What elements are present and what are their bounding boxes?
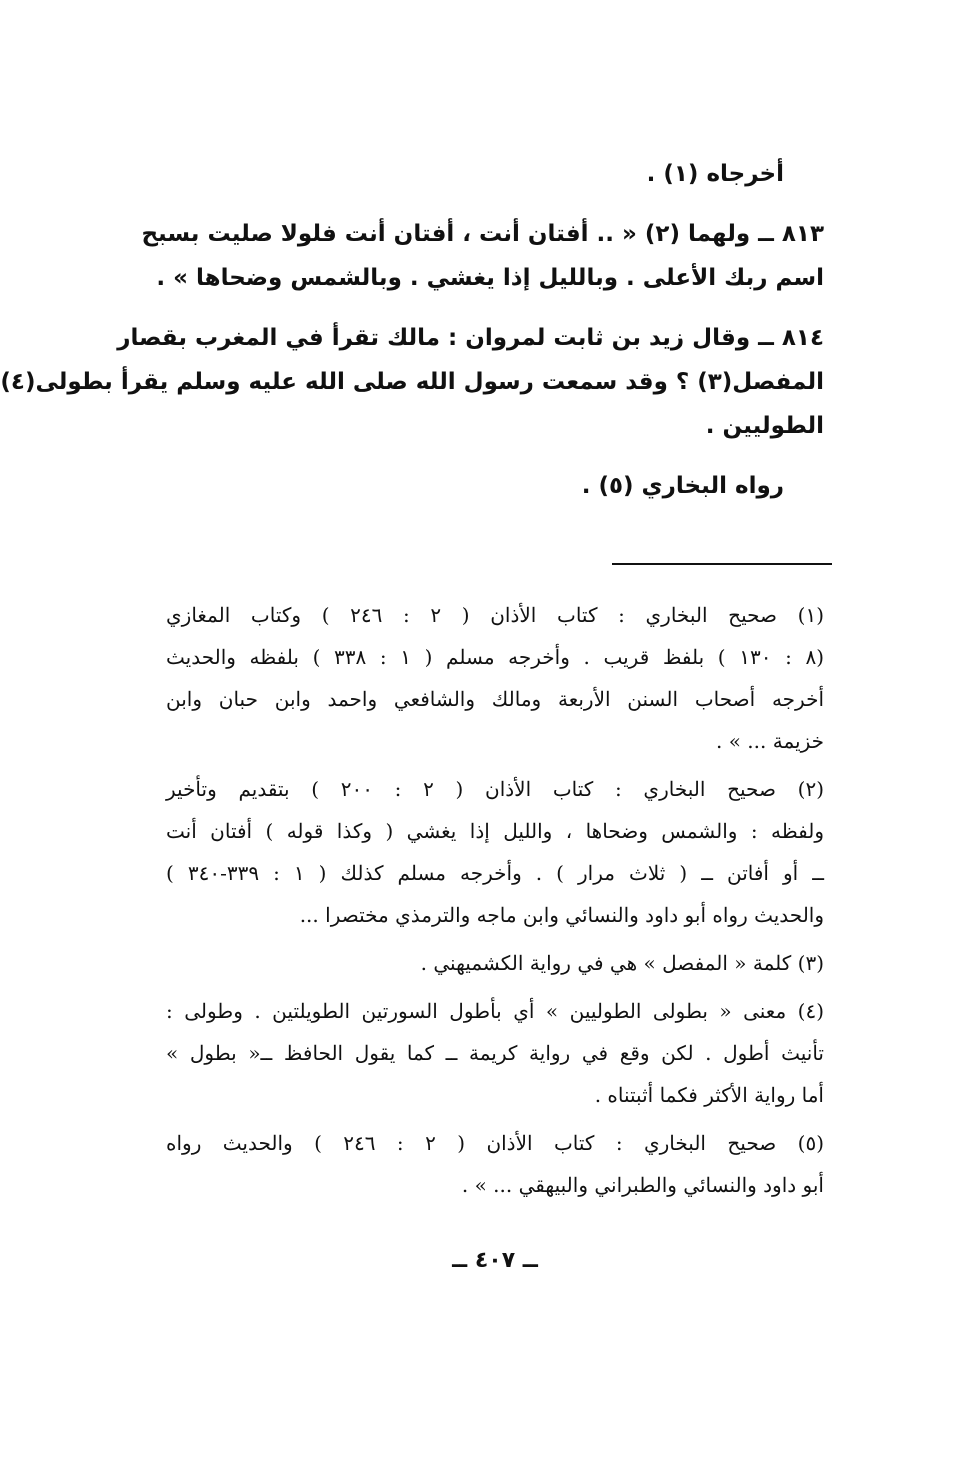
footnote-2-line-2: ولفظه : والشمس وضحاها ، والليل إذا يغشي ( وكذا قوله ) أفتان أنت <box>166 819 824 843</box>
footnote-5-line-1: (٥) صحيح البخاري : كتاب الأذان ( ٢ : ٢٤٦ ) والحديث رواه <box>166 1131 824 1155</box>
footnote-1-line-3: أخرجه أصحاب السنن الأربعة ومالك والشافعي واحمد وابن حبان وابن <box>166 687 824 711</box>
footnote-2-line-4: والحديث رواه أبو داود والنسائي وابن ماجه والترمذي مختصرا ... <box>299 903 824 927</box>
main-text <box>0 152 824 508</box>
hadith-814-line-2: المفصل(٣) ؟ وقد سمعت رسول الله صلى الله عليه وسلم يقرأ بطولى(٤) <box>0 369 824 395</box>
footnote-3-line-1: (٣) كلمة « المفصل » هي في رواية الكشميهني . <box>420 951 824 975</box>
hadith-813-line-2: اسم ربك الأعلى . وبالليل إذا يغشي . وبالشمس وضحاها » . <box>156 265 824 291</box>
footnote-2-line-3: ــ أو أفاتن ــ ( ثلاث مرار ) . وأخرجه مسلم كذلك ( ١ : ٣٣٩-٣٤٠ ) <box>166 861 824 885</box>
hadith-813-line-1: ٨١٣ ــ ولهما (٢) « .. أفتان أنت ، أفتان أنت فلولا صليت بسبح <box>141 221 824 247</box>
hadith-814-line-1: ٨١٤ ــ وقال زيد بن ثابت لمروان : مالك تقرأ في المغرب بقصار <box>117 325 824 351</box>
footnote-2-line-1: (٢) صحيح البخاري : كتاب الأذان ( ٢ : ٢٠٠ ) بتقديم وتأخير <box>166 777 824 801</box>
page-number: ــ ٤٠٧ ــ <box>452 1248 538 1273</box>
hadith-814-line-3: الطوليين . <box>705 413 824 439</box>
paragraph-akhrajah: أخرجاه (١) . <box>646 161 784 187</box>
footnote-5-line-2: أبو داود والنسائي والطبراني والبيهقي ... » . <box>461 1173 824 1197</box>
footnote-separator <box>612 563 832 565</box>
footnote-4-line-3: أما رواية الأكثر فكما أثبتناه . <box>594 1083 824 1107</box>
footnote-1-line-1: (١) صحيح البخاري : كتاب الأذان ( ٢ : ٢٤٦ ) وكتاب المغازي <box>166 603 825 627</box>
footnote-4-line-1: (٤) معنى « بطولى الطوليين » أي بأطول السورتين الطويلتين . وطولى : <box>166 999 824 1023</box>
footnote-4-line-2: تأنيث أطول . لكن وقع في رواية كريمة ــ كما يقول الحافظ ــ« بطول » <box>166 1041 824 1065</box>
footnote-1-line-2: (٨ : ١٣٠ ) بلفظ قريب . وأخرجه مسلم ( ١ : ٣٣٨ ) بلفظه والحديث <box>166 645 824 669</box>
footnote-1-line-4: خزيمة ... » . <box>716 729 824 753</box>
footnotes <box>166 594 824 1206</box>
paragraph-riwayah: رواه البخاري (٥) . <box>581 473 784 499</box>
